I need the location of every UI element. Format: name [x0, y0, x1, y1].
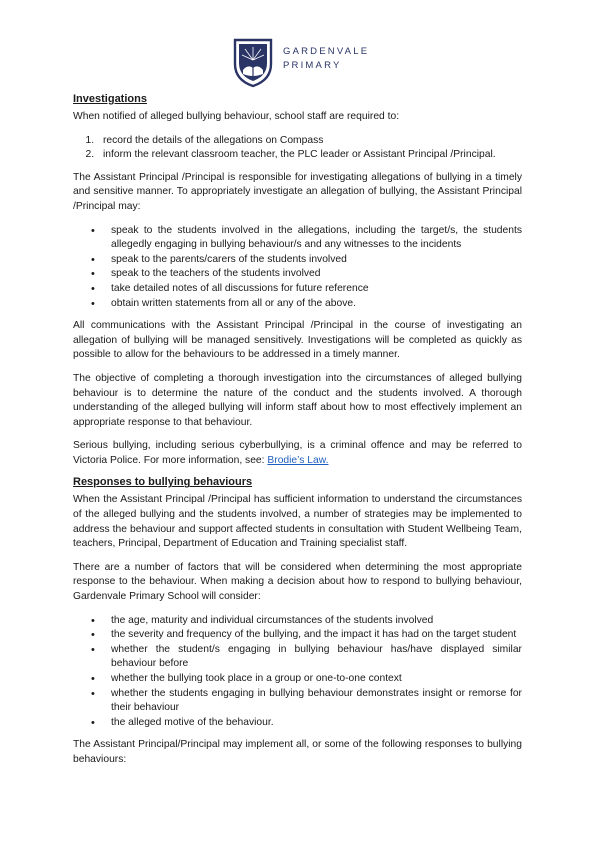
list-item: • obtain written statements from all or any of the above. — [111, 297, 522, 312]
list-item: 1. record the details of the allegations on Compass — [97, 134, 522, 149]
school-crest-icon — [231, 36, 275, 88]
consideration-factors-list — [73, 614, 522, 731]
investigations-paragraph: The objective of completing a thorough investigation into the circumstances of alleged bullying behaviour is to determine the nature of the conduct and the students involved. A thorough understanding of the alleged bullying will inform staff about how to most effectively implement an appropriate response to that behaviour. — [73, 372, 522, 428]
list-item: • whether the students engaging in bullying behaviour demonstrates insight or remorse for their behaviour — [111, 687, 522, 716]
list-item: • whether the student/s engaging in bullying behaviour has/have displayed similar behaviour before — [111, 643, 522, 672]
responses-paragraph: The Assistant Principal/Principal may implement all, or some of the following responses to bullying behaviours: — [73, 739, 522, 765]
notification-steps-list — [73, 134, 522, 163]
list-item: • speak to the students involved in the allegations, including the target/s, the students allegedly engaging in bullying behaviour/s and any witnesses to the incidents — [111, 224, 522, 253]
school-logo — [231, 36, 371, 86]
list-item: • take detailed notes of all discussions for future reference — [111, 282, 522, 297]
school-name-line1: GARDENVALE — [283, 46, 370, 57]
list-item: • the severity and frequency of the bullying, and the impact it has had on the target student — [111, 628, 522, 643]
investigations-paragraph: The Assistant Principal /Principal is responsible for investigating allegations of bullying in a timely and sensitive manner. To appropriately investigate an allegation of bullying, the Assistant Principal /Principal may: — [73, 171, 522, 212]
list-item: • speak to the parents/carers of the students involved — [111, 253, 522, 268]
investigation-actions-list — [73, 224, 522, 312]
responses-paragraph: When the Assistant Principal /Principal has sufficient information to understand the circumstances of the alleged bullying and the students involved, a number of strategies may be implemented to address the behaviour and support affected students in consultation with Student Wellbeing Team, teachers, Principal, Department of Education and Training specialist staff. — [73, 494, 522, 550]
list-item: 2. inform the relevant classroom teacher, the PLC leader or Assistant Principal /Principal. — [97, 148, 522, 163]
list-item: • whether the bullying took place in a group or one-to-one context — [111, 672, 522, 687]
list-item: • speak to the teachers of the students involved — [111, 267, 522, 282]
investigations-intro: When notified of alleged bullying behaviour, school staff are required to: — [73, 111, 400, 122]
document-body — [73, 92, 522, 777]
brodies-law-link[interactable]: Brodie’s Law. — [267, 454, 329, 466]
investigations-paragraph: All communications with the Assistant Principal /Principal in the course of investigating an allegation of bullying will be managed sensitively. Investigations will be completed as quickly as possible to allow for the behaviours to be addressed in a timely manner. — [73, 320, 522, 361]
section-heading-responses: Responses to bullying behaviours — [73, 476, 253, 489]
list-item: • the alleged motive of the behaviour. — [111, 716, 522, 731]
section-heading-investigations: Investigations — [73, 93, 147, 105]
school-name-line2: PRIMARY — [283, 60, 342, 71]
list-item: • the age, maturity and individual circumstances of the students involved — [111, 614, 522, 629]
police-referral-text: Serious bullying, including serious cyberbullying, is a criminal offence and may be referred to Victoria Police. For more information, see: — [73, 440, 522, 466]
investigations-paragraph — [73, 439, 522, 468]
responses-paragraph: There are a number of factors that will be considered when determining the most appropriate response to the behaviour. When making a decision about how to respond to bullying behaviour, Gardenvale Primary School will consider: — [73, 561, 522, 603]
